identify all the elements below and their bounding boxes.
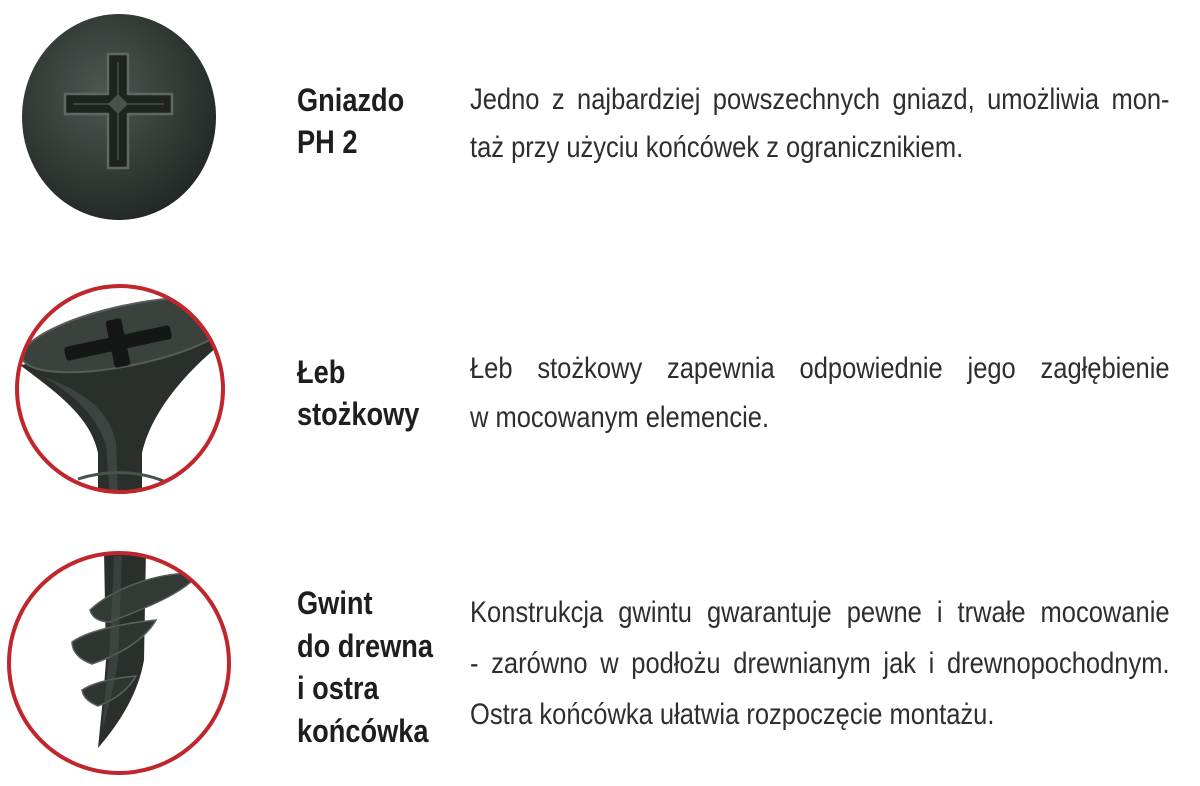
feature-label xyxy=(297,582,433,752)
feature-label-line: Gwint xyxy=(297,585,373,621)
description-line: Łeb stożkowy zapewnia odpowiednie jego zagłębienie xyxy=(470,352,1170,385)
feature-label-line: stożkowy xyxy=(297,396,420,432)
description-line: - zarówno w podłożu drewnianym jak i drewnopochodnym. xyxy=(470,647,1170,680)
description-line: Ostra końcówka ułatwia rozpoczęcie montażu. xyxy=(470,698,995,731)
description-line: w mocowanym elemencie. xyxy=(470,401,770,434)
feature-label-line: Łeb xyxy=(297,354,346,390)
feature-label-line: PH 2 xyxy=(297,124,358,160)
feature-label xyxy=(297,79,404,163)
feature-description xyxy=(470,587,1170,740)
feature-description xyxy=(470,344,1170,442)
feature-label-line: do drewna xyxy=(297,627,434,664)
phillips-ph2-drive-photo xyxy=(20,12,218,222)
description-line: taż przy użyciu końcówek z ogranicznikiem. xyxy=(470,131,964,164)
wood-thread-sharp-tip-photo xyxy=(6,550,232,776)
feature-label-line: i ostra xyxy=(297,670,379,706)
feature-description xyxy=(470,76,1170,172)
description-line: Konstrukcja gwintu gwarantuje pewne i trwałe mocowanie xyxy=(470,596,1170,629)
description-line: Jedno z najbardziej powszechnych gniazd, umożliwia mon- xyxy=(470,83,1170,116)
feature-label-line: końcówka xyxy=(297,712,429,749)
feature-label-line: Gniazdo xyxy=(297,82,405,118)
feature-label xyxy=(297,351,419,435)
countersunk-head-photo xyxy=(14,283,226,495)
